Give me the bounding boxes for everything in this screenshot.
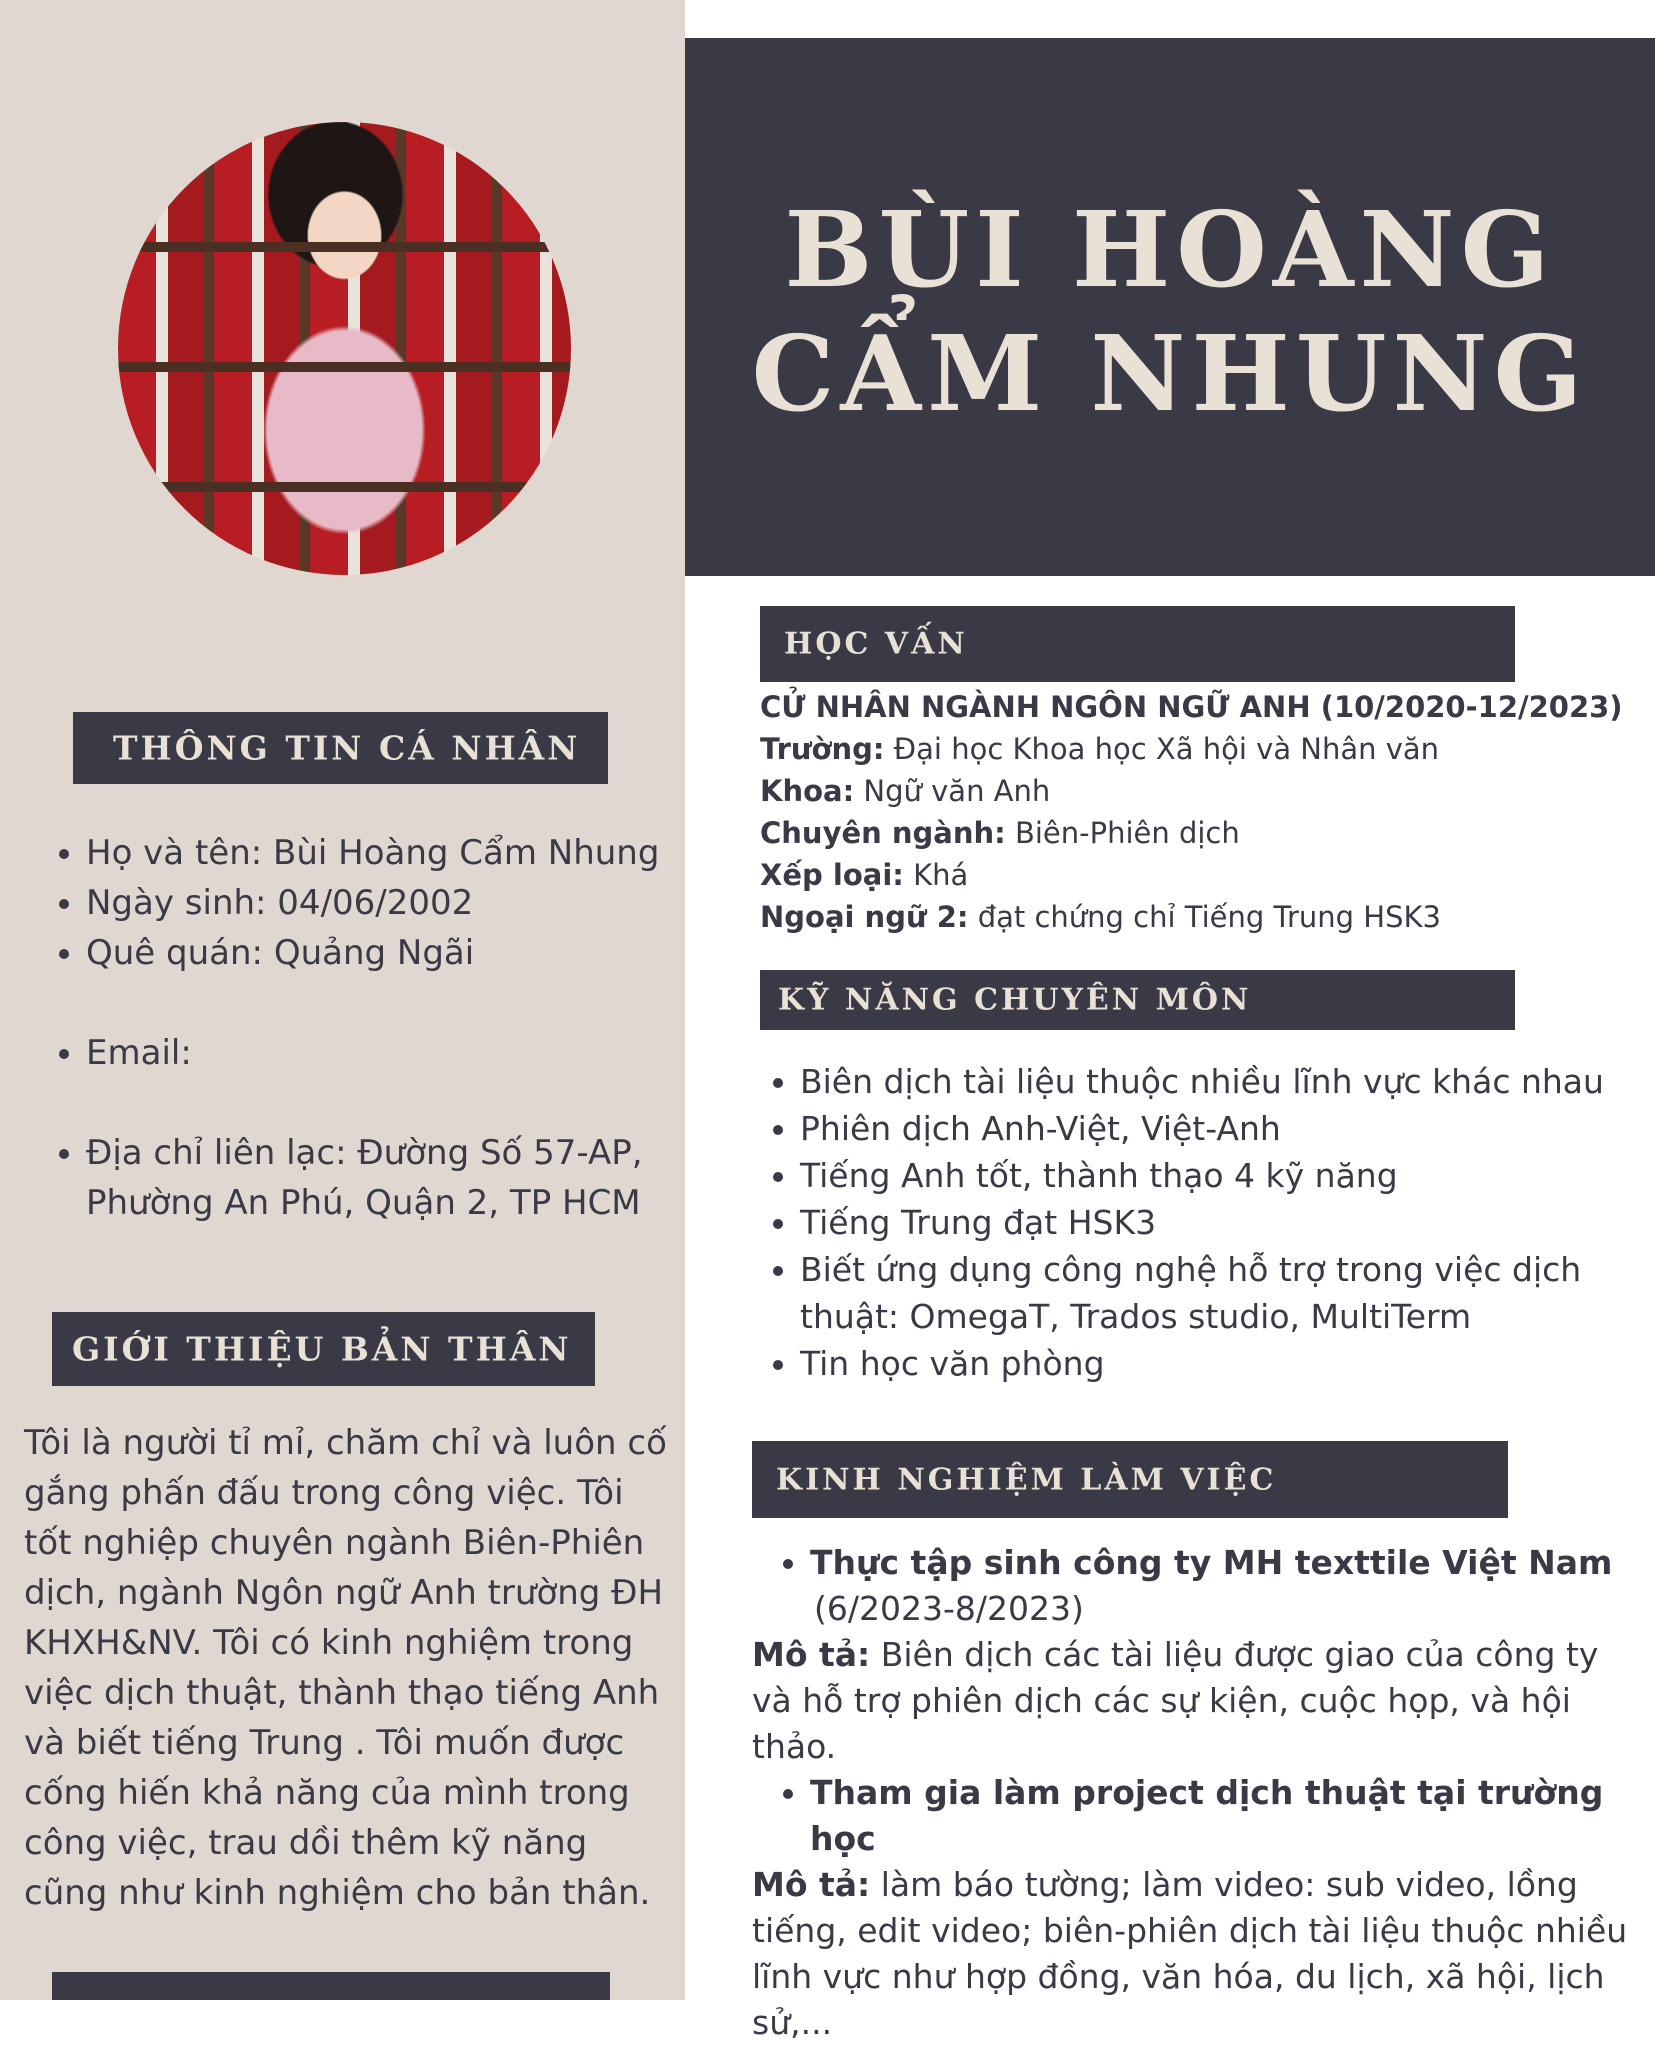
name-line-2: CẨM NHUNG xyxy=(751,312,1589,435)
info-item: • Email: xyxy=(86,1028,706,1078)
job-title: • Tham gia làm project dịch thuật tại trường học xyxy=(810,1770,1642,1862)
section-heading-cut xyxy=(52,1972,610,2000)
profile-photo xyxy=(118,122,571,575)
personal-info-heading: THÔNG TIN CÁ NHÂN xyxy=(73,712,608,784)
skill-item: • Phiên dịch Anh-Việt, Việt-Anh xyxy=(800,1105,1620,1152)
info-item: • Quê quán: Quảng Ngãi xyxy=(86,928,706,978)
skill-item: • Tiếng Trung đạt HSK3 xyxy=(800,1199,1620,1246)
language-row: Ngoại ngữ 2: đạt chứng chỉ Tiếng Trung HSK3 xyxy=(760,900,1441,934)
skill-item: • Biên dịch tài liệu thuộc nhiều lĩnh vực khác nhau xyxy=(800,1058,1620,1105)
faculty-row: Khoa: Ngữ văn Anh xyxy=(760,774,1051,808)
experience-block xyxy=(752,1540,1642,2046)
full-name xyxy=(685,188,1655,436)
about-text: Tôi là người tỉ mỉ, chăm chỉ và luôn cố gắng phấn đấu trong công việc. Tôi tốt nghiệp chuyên ngành Biên-Phiên dịch, ngành Ngôn ngữ Anh trường ĐH KHXH&NV. Tôi có kinh nghiệm trong việc dịch thuật, thành thạo tiếng Anh và biết tiếng Trung . Tôi muốn được cống hiến khả năng của mình trong công việc, trau dồi thêm kỹ năng cũng như kinh nghiệm cho bản thân. xyxy=(24,1423,667,1913)
personal-info-list xyxy=(38,828,706,1228)
photo-shelf xyxy=(118,242,571,252)
skill-item: • Tin học văn phòng xyxy=(800,1340,1620,1387)
degree: CỬ NHÂN NGÀNH NGÔN NGỮ ANH (10/2020-12/2023) xyxy=(760,690,1623,724)
job-dates: (6/2023-8/2023) xyxy=(814,1589,1084,1628)
info-item: • Họ và tên: Bùi Hoàng Cẩm Nhung xyxy=(86,828,706,878)
info-item: • Ngày sinh: 04/06/2002 xyxy=(86,878,706,928)
rank-row: Xếp loại: Khá xyxy=(760,858,969,892)
experience-heading: KINH NGHIỆM LÀM VIỆC xyxy=(752,1441,1508,1518)
info-item-hidden xyxy=(86,978,706,1028)
education-heading: HỌC VẤN xyxy=(760,606,1515,682)
job-description: Mô tả: làm báo tường; làm video: sub video, lồng tiếng, edit video; biên-phiên dịch tài liệu thuộc nhiều lĩnh vực như hợp đồng, văn hóa, du lịch, xã hội, lịch sử,... xyxy=(752,1865,1628,2042)
education-block xyxy=(760,686,1640,938)
about-heading: GIỚI THIỆU BẢN THÂN xyxy=(52,1312,595,1386)
job-description: Mô tả: Biên dịch các tài liệu được giao của công ty và hỗ trợ phiên dịch các sự kiện, cuộc họp, và hội thảo. xyxy=(752,1635,1599,1766)
name-line-1: BÙI HOÀNG xyxy=(784,188,1556,311)
info-item-hidden xyxy=(86,1078,706,1128)
job-title: • Thực tập sinh công ty MH texttile Việt Nam xyxy=(810,1540,1642,1586)
major-row: Chuyên ngành: Biên-Phiên dịch xyxy=(760,816,1240,850)
photo-shelf xyxy=(118,482,571,492)
skills-heading: KỸ NĂNG CHUYÊN MÔN xyxy=(760,970,1515,1030)
school-row: Trường: Đại học Khoa học Xã hội và Nhân văn xyxy=(760,732,1440,766)
photo-shelf xyxy=(118,362,571,372)
skill-item: • Tiếng Anh tốt, thành thạo 4 kỹ năng xyxy=(800,1152,1620,1199)
skills-list xyxy=(760,1058,1620,1387)
info-item: • Địa chỉ liên lạc: Đường Số 57-AP, Phường An Phú, Quận 2, TP HCM xyxy=(86,1128,706,1228)
name-header xyxy=(685,38,1655,576)
skill-item: • Biết ứng dụng công nghệ hỗ trợ trong việc dịch thuật: OmegaT, Trados studio, MultiTerm xyxy=(800,1246,1620,1340)
